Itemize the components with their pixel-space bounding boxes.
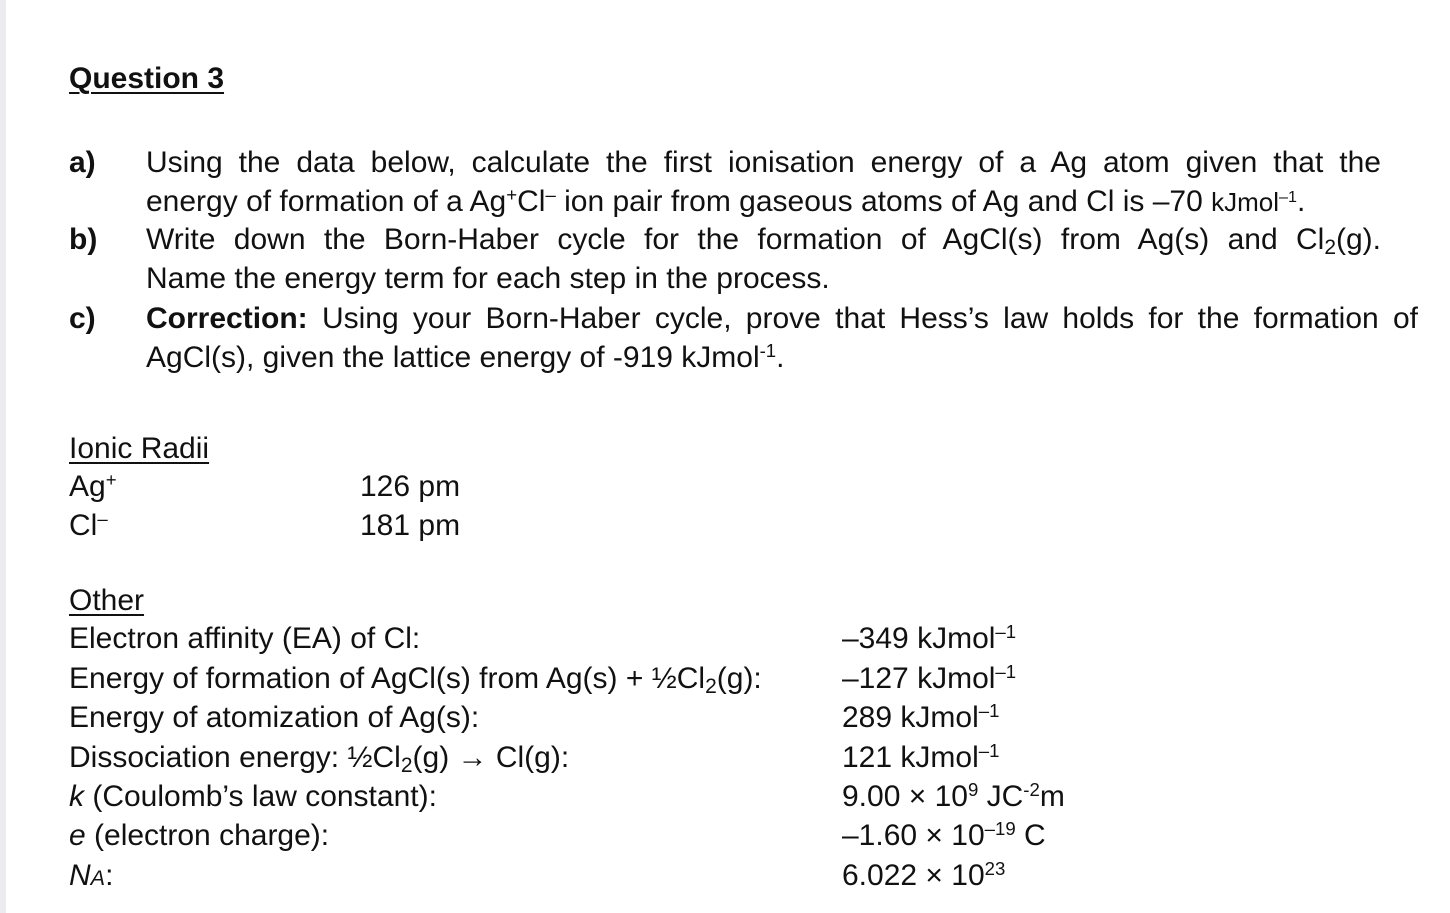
other-label-electron-charge: e (electron charge):: [69, 819, 330, 852]
other-label-dissociation: Dissociation energy: ½Cl2(g) → Cl(g):: [69, 741, 570, 778]
radius-cl-value: 181 pm: [360, 509, 461, 542]
part-a-line-1: Using the data below, calculate the first ionisation energy of a Ag atom given that the: [146, 146, 1381, 179]
radius-ag-value: 126 pm: [360, 470, 461, 503]
part-c-line-1: [146, 299, 1418, 338]
ionic-radii-heading: Ionic Radii: [69, 432, 210, 465]
radius-cl-label: Cl–: [69, 507, 108, 542]
other-value-atomization: 289 kJmol$^{-1}$: [842, 699, 1000, 734]
other-value-electron-charge: $-1.60 \times 10^{-19}$ C: [842, 817, 1046, 852]
other-value-electron-affinity: –349 kJmol$^{-1}$: [842, 620, 1017, 655]
other-value-formation-energy: –127 kJmol$^{-1}$: [842, 660, 1017, 695]
other-value-dissociation: 121 kJmol$^{-1}$: [842, 739, 1000, 774]
radius-ag-label: Ag+: [69, 468, 117, 503]
other-value-coulomb: $9.00 \times 10^9$ $JC^{-2}m$: [842, 778, 1065, 813]
part-b-letter: b): [69, 223, 98, 256]
other-label-electron-affinity: Electron affinity (EA) of Cl:: [69, 622, 421, 655]
part-c-letter: c): [69, 302, 96, 335]
part-a-line-2: energy of formation of a Ag+Cl– ion pair from gaseous atoms of Ag and Cl is –70 kJmol$^{-1}$.: [146, 183, 1306, 218]
part-c-text: [146, 299, 1418, 377]
other-label-coulomb: k (Coulomb’s law constant):: [69, 780, 437, 813]
other-value-avogadro: $6.022 \times 10^{23}$: [842, 857, 1006, 892]
other-label-atomization: Energy of atomization of Ag(s):: [69, 701, 480, 734]
other-label-avogadro: NA:: [69, 859, 114, 892]
part-a-letter: a): [69, 146, 96, 179]
part-b-line-1: Write down the Born-Haber cycle for the formation of AgCl(s) from Ag(s) and Cl2(g).: [146, 223, 1381, 260]
part-c-line-1-text: Using your Born-Haber cycle, prove that Hess’s law holds for the formation of: [321, 302, 1418, 335]
correction-label: Correction:: [146, 302, 308, 335]
part-b-text: [146, 220, 1381, 298]
part-b-line-2: Name the energy term for each step in the process.: [146, 262, 830, 295]
page-left-edge: [0, 0, 6, 913]
other-heading: Other: [69, 584, 145, 617]
part-a-text: [146, 143, 1381, 222]
question-title: Question 3: [69, 62, 225, 95]
part-c-line-2: AgCl(s), given the lattice energy of -919 kJmol$^{-1}$.: [146, 339, 785, 374]
other-label-formation-energy: Energy of formation of AgCl(s) from Ag(s) + ½Cl2(g):: [69, 662, 762, 699]
